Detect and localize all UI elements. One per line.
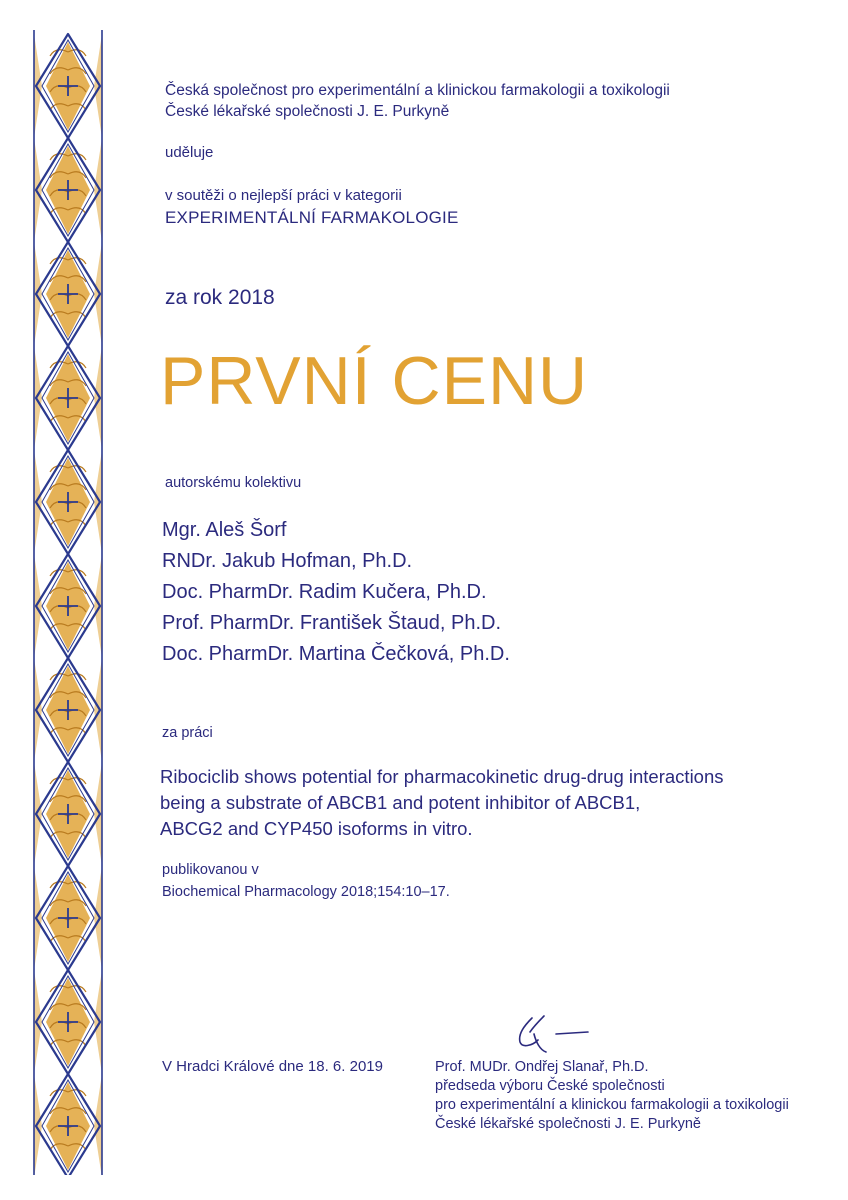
paper-title-line: ABCG2 and CYP450 isoforms in vitro. — [160, 818, 473, 839]
handwritten-signature — [510, 1012, 600, 1058]
paper-title-line: Ribociclib shows potential for pharmacokinetic drug-drug interactions — [160, 766, 724, 787]
work-label: za práci — [162, 725, 213, 741]
authors-list — [162, 515, 510, 670]
paper-title — [160, 764, 724, 842]
signatory-name: Prof. MUDr. Ondřej Slanař, Ph.D. — [435, 1059, 649, 1075]
collective-label: autorskému kolektivu — [165, 475, 302, 491]
author-name: Doc. PharmDr. Radim Kučera, Ph.D. — [162, 581, 487, 603]
award-intro: uděluje — [165, 144, 214, 161]
place-and-date: V Hradci Králové dne 18. 6. 2019 — [162, 1058, 383, 1075]
signatory-block — [435, 1058, 789, 1134]
organization-name — [165, 80, 670, 122]
signatory-role: pro experimentální a klinickou farmakologii a toxikologii — [435, 1097, 789, 1113]
signatory-role: České lékařské společnosti J. E. Purkyně — [435, 1116, 701, 1132]
organization-line-1: Česká společnost pro experimentální a klinickou farmakologii a toxikologii — [165, 82, 670, 99]
published-label: publikovanou v — [162, 862, 259, 878]
author-name: Prof. PharmDr. František Štaud, Ph.D. — [162, 612, 502, 634]
journal-citation: Biochemical Pharmacology 2018;154:10–17. — [162, 884, 450, 900]
signatory-role: předseda výboru České společnosti — [435, 1078, 665, 1094]
competition-text: v soutěži o nejlepší práci v kategorii — [165, 187, 402, 204]
author-name: Doc. PharmDr. Martina Čečková, Ph.D. — [162, 643, 510, 665]
paper-title-line: being a substrate of ABCB1 and potent inhibitor of ABCB1, — [160, 792, 641, 813]
award-year: za rok 2018 — [165, 286, 275, 309]
author-name: Mgr. Aleš Šorf — [162, 519, 287, 541]
organization-line-2: České lékařské společnosti J. E. Purkyně — [165, 103, 450, 120]
decorative-border-ornament — [30, 30, 106, 1175]
prize-title: PRVNÍ CENU — [160, 343, 589, 419]
category-title: EXPERIMENTÁLNÍ FARMAKOLOGIE — [165, 208, 459, 227]
author-name: RNDr. Jakub Hofman, Ph.D. — [162, 550, 413, 572]
